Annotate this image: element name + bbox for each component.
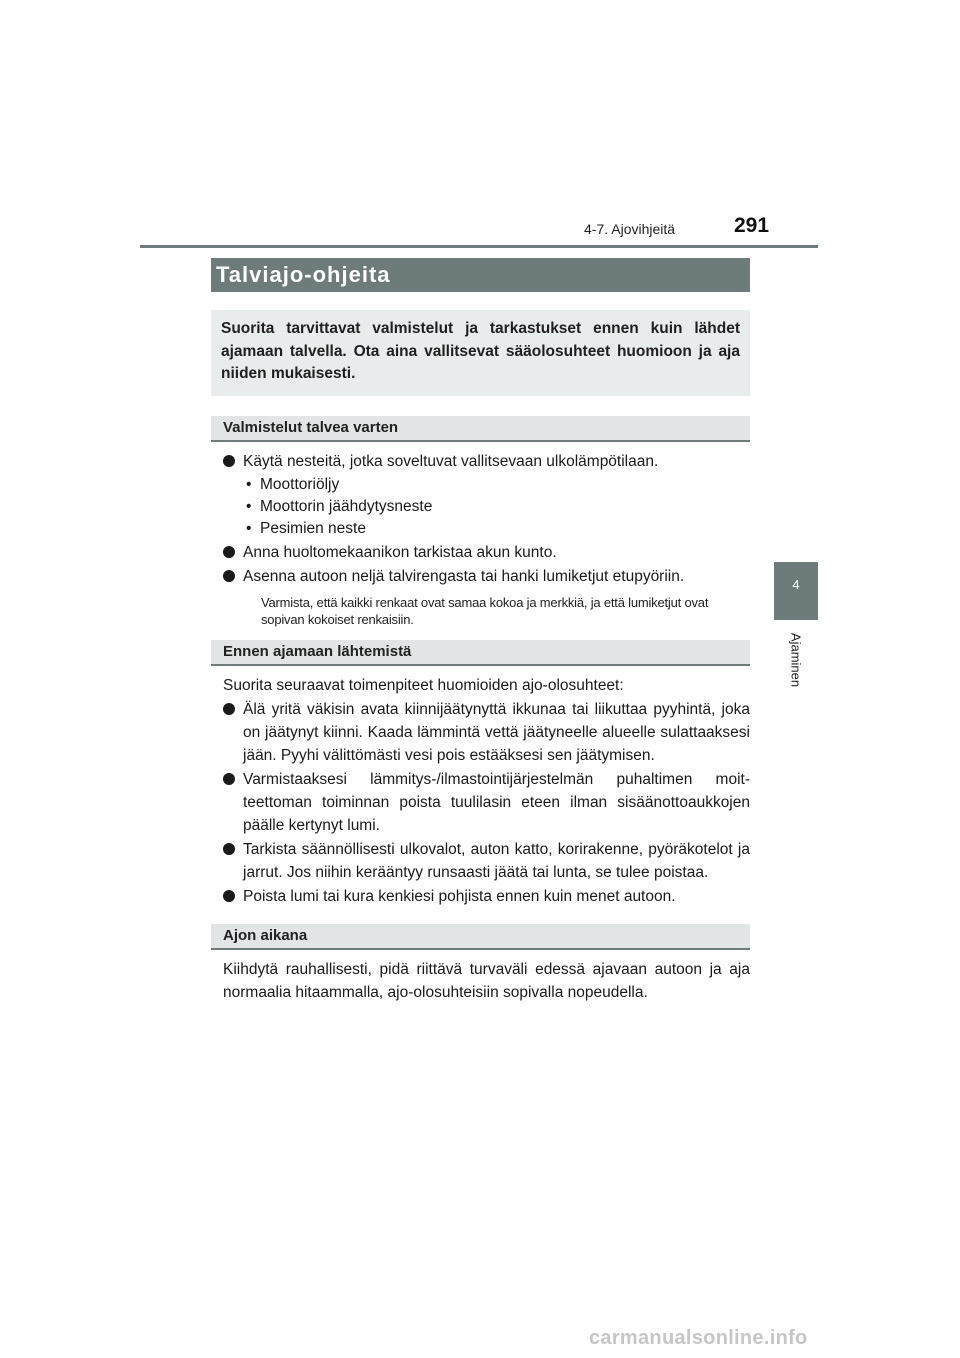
list-item-text: Tarkista säännöllisesti ulkovalot, auton katto, korirakenne, pyöräkotelot ja jarrut. Jos niihin kerääntyy runsaasti jäätä tai lunta, se tulee poistaa.	[243, 840, 750, 881]
page-number: 291	[734, 214, 770, 237]
header-rule	[140, 245, 818, 248]
sub-list-item	[211, 474, 750, 496]
page-content	[211, 258, 750, 1004]
list-item-text: Anna huoltomekaanikon tarkistaa akun kunto.	[243, 543, 557, 561]
section-label: 4-7. Ajovihjeitä	[584, 221, 676, 237]
sub-list-item	[211, 518, 750, 540]
list-item	[211, 768, 750, 837]
list-item	[211, 450, 750, 473]
list-item-text: Varmistaaksesi lämmitys-/ilmastointijärjestelmän puhaltimen moitteettoman toiminnan poista tuulilasin eteen ilman sisäänottoaukkojen päälle kertynyt lumi.	[243, 770, 750, 834]
tire-note: Varmista, että kaikki renkaat ovat samaa kokoa ja merkkiä, ja että lumiketjut ovat sopivan kokoiset renkaisiin.	[261, 594, 709, 627]
list-item	[211, 698, 750, 767]
section-intro: Suorita seuraavat toimenpiteet huomioiden ajo-olosuhteet:	[223, 676, 624, 694]
while-driving-text: Kiihdytä rauhallisesti, pidä riittävä turvaväli edessä ajavaan autoon ja aja normaalia hitaammalla, ajo-olosuhteisiin sopivalla nopeudella.	[223, 960, 750, 1001]
bullet-icon	[223, 546, 235, 558]
list-item	[211, 838, 750, 884]
section-heading-while-driving: Ajon aikana	[211, 924, 750, 950]
sub-bullet-icon: •	[246, 475, 252, 493]
page-title: Talviajo-ohjeita	[211, 258, 750, 292]
fluid-list	[211, 474, 750, 540]
sub-list-item-text: Pesimien neste	[260, 519, 366, 537]
chapter-label: Ajaminen	[788, 632, 804, 688]
sub-list-item-text: Moottoriöljy	[260, 475, 340, 493]
intro-box: Suorita tarvittavat valmistelut ja tarkastukset ennen kuin lähdet ajamaan talvella. Ota aina vallitsevat sääolosuhteet huomioon ja aja niiden mukaisesti.	[211, 310, 750, 396]
preparations-list	[211, 450, 750, 628]
section-heading-before-driving: Ennen ajamaan lähtemistä	[211, 640, 750, 666]
bullet-icon	[223, 890, 235, 902]
watermark: carmanualsonline.info	[589, 1327, 808, 1349]
bullet-icon	[223, 570, 235, 582]
sub-list-item	[211, 496, 750, 518]
list-item	[211, 565, 750, 588]
chapter-tab: 4	[774, 562, 818, 620]
sub-bullet-icon: •	[246, 497, 252, 515]
list-item-text: Poista lumi tai kura kenkiesi pohjista ennen kuin menet autoon.	[243, 887, 676, 905]
bullet-icon	[223, 703, 235, 715]
list-item-text: Asenna autoon neljä talvirengasta tai hanki lumiketjut etupyöriin.	[243, 567, 685, 585]
list-item	[211, 885, 750, 908]
before-driving-list	[211, 698, 750, 908]
list-item-text: Käytä nesteitä, jotka soveltuvat vallitsevaan ulkolämpötilaan.	[243, 452, 659, 470]
bullet-icon	[223, 843, 235, 855]
list-item-text: Älä yritä väkisin avata kiinnijäätynyttä ikkunaa tai liikuttaa pyyhintä, joka on jäätynyt kiinni. Kaada lämmintä vettä jäätyneelle alueelle sulattaaksesi jään. Pyyhi välittömästi vesi pois estääksesi sen jäätymisen.	[243, 700, 750, 764]
sub-list-item-text: Moottorin jäähdytysneste	[260, 497, 433, 515]
bullet-icon	[223, 773, 235, 785]
list-item	[211, 541, 750, 564]
bullet-icon	[223, 455, 235, 467]
sub-bullet-icon: •	[246, 519, 252, 537]
section-heading-preparations: Valmistelut talvea varten	[211, 416, 750, 442]
